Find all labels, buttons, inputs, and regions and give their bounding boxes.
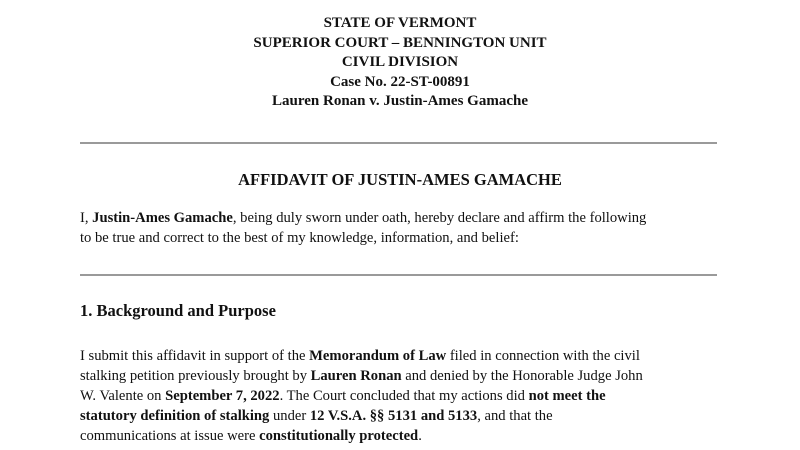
paragraph-line-5	[80, 426, 730, 446]
memorandum-emphasis: Memorandum of Law	[309, 348, 447, 364]
case-number: Case No. 22-ST-00891	[330, 73, 470, 90]
affidavit-title: AFFIDAVIT OF JUSTIN-AMES GAMACHE	[238, 170, 562, 189]
decision-date: September 7, 2022	[165, 388, 280, 404]
finding-emphasis: not meet the	[528, 388, 606, 404]
section-heading: 1. Background and Purpose	[80, 301, 276, 320]
text-run: under	[269, 408, 310, 424]
division-line: CIVIL DIVISION	[341, 54, 459, 70]
paragraph-line-4	[80, 406, 730, 426]
state-line: STATE OF VERMONT	[323, 15, 477, 31]
text-run: W. Valente on	[80, 388, 166, 404]
intro-line-2: to be true and correct to the best of my knowledge, information, and belief:	[80, 230, 519, 246]
divider-middle	[80, 274, 717, 276]
intro-paragraph	[80, 208, 730, 248]
text-run: and denied by the Honorable Judge John	[401, 368, 643, 384]
section-paragraph	[80, 346, 730, 446]
text-run: , and that the	[477, 408, 553, 424]
text-run: I,	[80, 210, 93, 226]
affiant-name: Justin-Ames Gamache	[92, 210, 233, 226]
text-run: . The Court concluded that my actions did	[279, 388, 529, 404]
case-caption	[0, 14, 800, 112]
text-run: , being duly sworn under oath, hereby declare and affirm the following	[232, 210, 647, 226]
paragraph-line-2	[80, 366, 730, 386]
text-run: filed in connection with the civil	[446, 348, 640, 364]
text-run: I submit this affidavit in support of the	[80, 348, 310, 364]
petitioner-name: Lauren Ronan	[310, 368, 402, 384]
text-run: communications at issue were	[80, 428, 260, 444]
protection-emphasis: constitutionally protected	[259, 428, 419, 444]
text-run: .	[418, 428, 422, 444]
text-run: stalking petition previously brought by	[80, 368, 311, 384]
finding-emphasis: statutory definition of stalking	[80, 408, 270, 424]
parties-line: Lauren Ronan v. Justin-Ames Gamache	[272, 93, 528, 109]
paragraph-line-3	[80, 386, 730, 406]
divider-top	[80, 142, 717, 144]
intro-line-1	[80, 208, 730, 228]
paragraph-line-1	[80, 346, 730, 366]
court-line: SUPERIOR COURT – BENNINGTON UNIT	[253, 34, 547, 51]
statute-citation: 12 V.S.A. §§ 5131 and 5133	[309, 408, 478, 424]
